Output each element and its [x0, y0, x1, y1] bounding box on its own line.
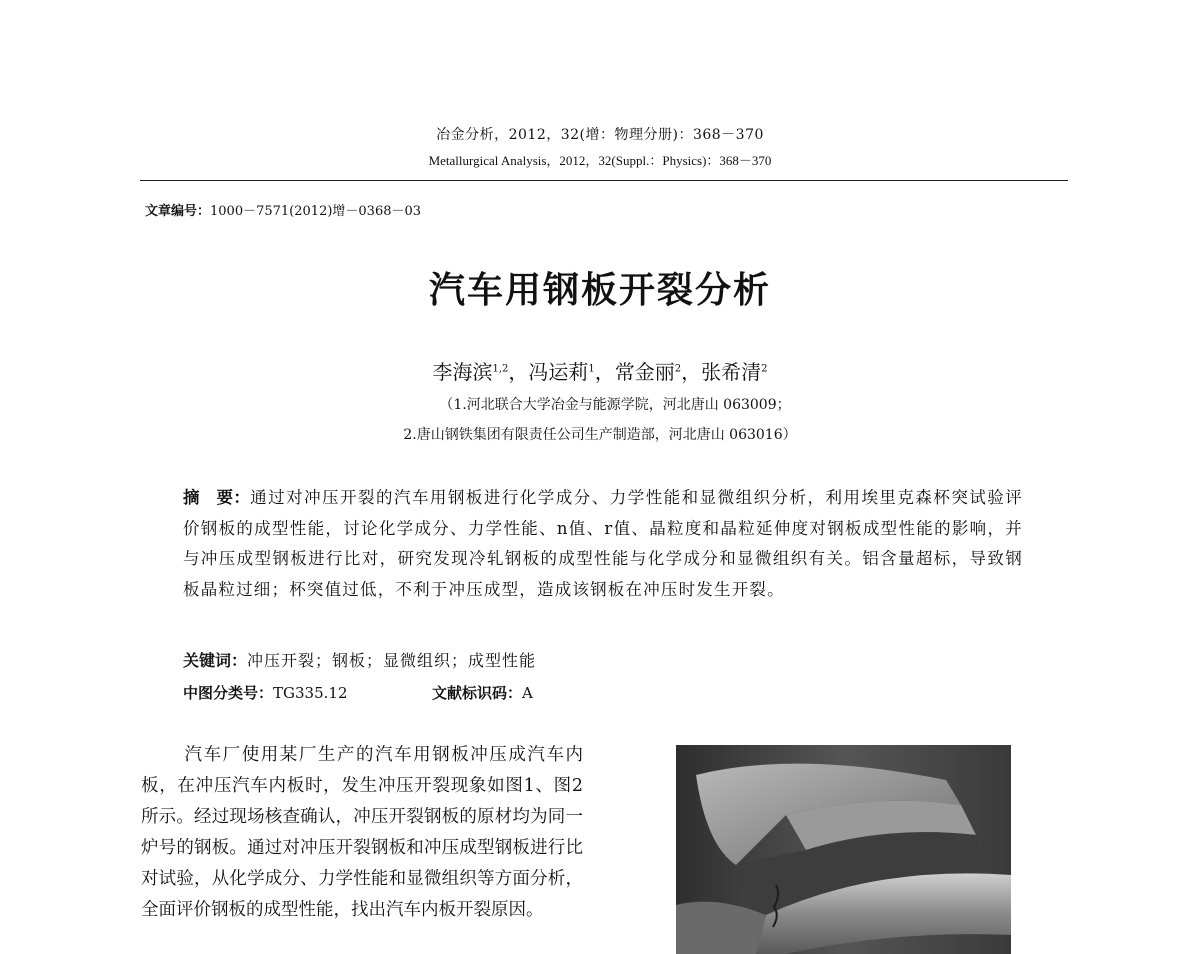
keywords-label: 关键词：	[183, 651, 248, 670]
author-separator: ，	[508, 360, 529, 384]
article-number-value: 1000－7571(2012)增－0368－03	[210, 204, 422, 219]
header-rule	[140, 180, 1068, 181]
article-number-label: 文章编号：	[145, 204, 211, 219]
document-code-label: 文献标识码：	[432, 684, 523, 702]
keywords-text: 冲压开裂；钢板；显微组织；成型性能	[247, 651, 537, 670]
author-name: 冯运莉	[528, 360, 589, 384]
author-affiliation-mark: 1,2	[492, 363, 509, 375]
clc-number	[183, 682, 348, 703]
affiliation-line-1: （1.河北联合大学冶金与能源学院，河北唐山 063009；	[439, 397, 791, 413]
abstract-label: 摘 要：	[183, 488, 251, 507]
author-affiliation-mark: 2	[674, 363, 682, 375]
keywords	[183, 648, 536, 671]
abstract-text: 通过对冲压开裂的汽车用钢板进行化学成分、力学性能和显微组织分析，利用埃里克森杯突试验评价钢板的成型性能，讨论化学成分、力学性能、n值、r值、晶粒度和晶粒延伸度对钢板成型性能的影响，并与冲压成型钢板进行比对，研究发现冷轧钢板的成型性能与化学成分和显微组织有关。铝含量超标，导致钢板晶粒过细；杯突值过低，不利于冲压成型，造成该钢板在冲压时发生开裂。	[183, 488, 1023, 599]
body-paragraph-text: 汽车厂使用某厂生产的汽车用钢板冲压成汽车内板，在冲压汽车内板时，发生冲压开裂现象如图1、图2所示。经过现场核查确认，冲压开裂钢板的原材均为同一炉号的钢板。通过对冲压开裂钢板和冲压成型钢板进行比对试验，从化学成分、力学性能和显微组织等方面分析，全面评价钢板的成型性能，找出汽车内板开裂原因。	[141, 745, 583, 920]
affiliation-line-2: 2.唐山钢铁集团有限责任公司生产制造部，河北唐山 063016）	[403, 427, 797, 443]
author-name: 常金丽	[614, 360, 675, 384]
document-code-value: A	[522, 684, 533, 702]
author-affiliation-mark: 2	[761, 363, 768, 375]
article-number	[145, 200, 421, 219]
paper-title: 汽车用钢板开裂分析	[428, 270, 771, 311]
figure-photo	[676, 745, 1011, 954]
author-list	[0, 356, 1200, 385]
author-separator: ，	[594, 360, 615, 384]
abstract	[183, 483, 1023, 605]
journal-header-cn: 冶金分析，2012，32(增：物理分册)：368－370	[436, 127, 764, 143]
author-affiliation-mark: 1	[588, 363, 595, 375]
figure-photo-image	[676, 745, 1011, 954]
clc-value: TG335.12	[273, 684, 348, 702]
journal-header-en: Metallurgical Analysis，2012，32(Suppl.：Physics)：368－370	[428, 153, 772, 168]
clc-label: 中图分类号：	[183, 684, 274, 702]
author-separator: ，	[681, 360, 702, 384]
author-name: 李海滨	[432, 360, 493, 384]
author-name: 张希清	[701, 360, 762, 384]
body-paragraph	[141, 740, 583, 926]
document-code	[432, 682, 533, 703]
